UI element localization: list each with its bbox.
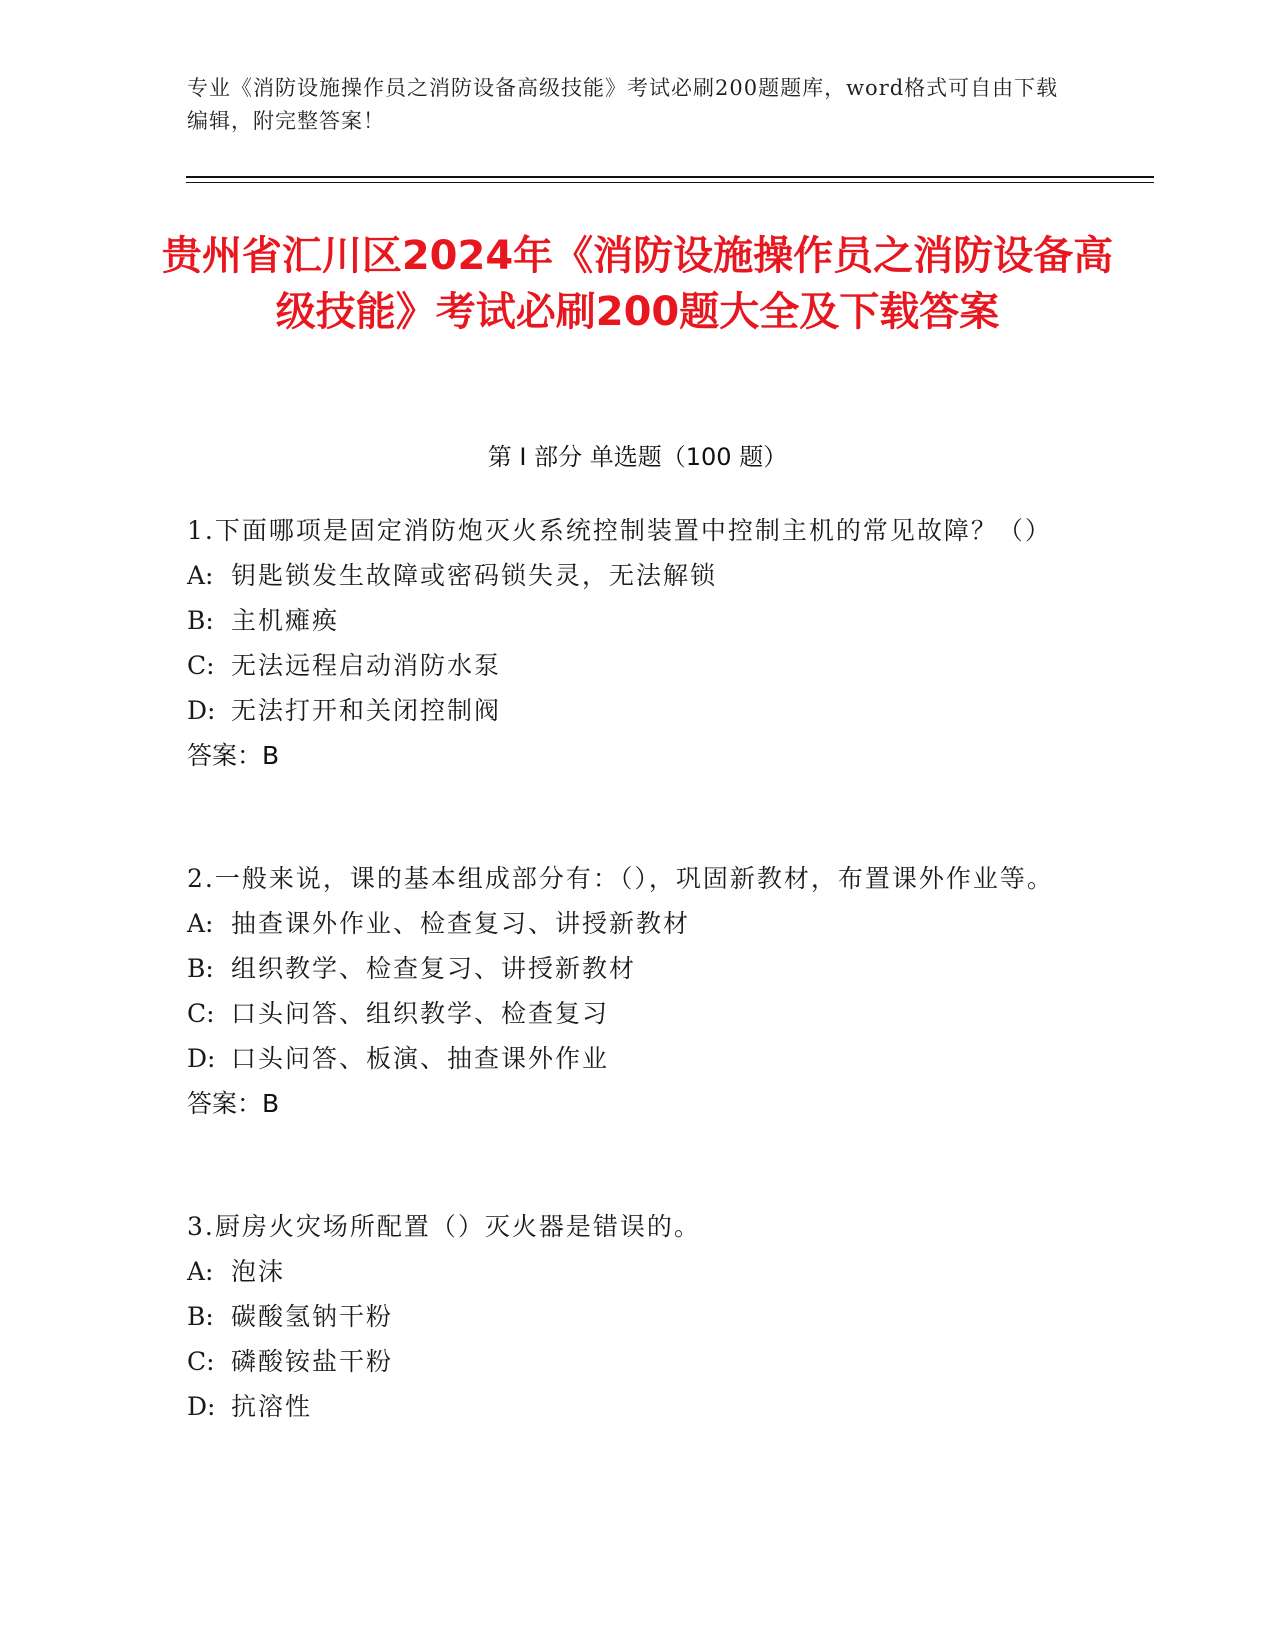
- answer: 答案：B: [187, 1089, 280, 1118]
- question-1: [187, 508, 1067, 778]
- option-key: C:: [187, 999, 215, 1028]
- option-c: [187, 643, 1067, 688]
- option-a: [187, 1249, 1067, 1294]
- option-a: [187, 901, 1067, 946]
- option-b: [187, 946, 1067, 991]
- option-b: [187, 1294, 1067, 1339]
- option-d: [187, 688, 1067, 733]
- option-a: [187, 553, 1067, 598]
- question-stem: 3.厨房火灾场所配置（）灭火器是错误的。: [187, 1212, 701, 1241]
- question-2: [187, 856, 1067, 1126]
- option-text: 无法打开和关闭控制阀: [231, 696, 502, 725]
- option-text: 磷酸铵盐干粉: [231, 1347, 394, 1376]
- option-b: [187, 598, 1067, 643]
- header-divider-thick: [186, 176, 1154, 178]
- option-text: 口头问答、组织教学、检查复习: [231, 999, 610, 1028]
- option-text: 口头问答、板演、抽查课外作业: [231, 1044, 610, 1073]
- answer: 答案：B: [187, 741, 280, 770]
- option-key: D:: [187, 1044, 216, 1073]
- section-heading: 第 I 部分 单选题（100 题）: [487, 443, 788, 471]
- option-text: 碳酸氢钠干粉: [231, 1302, 394, 1331]
- question-stem: 2.一般来说，课的基本组成部分有：（），巩固新教材，布置课外作业等。: [187, 864, 1054, 893]
- question-3: [187, 1204, 1067, 1429]
- option-key: B:: [187, 1302, 214, 1331]
- option-text: 组织教学、检查复习、讲授新教材: [231, 954, 637, 983]
- header-divider-thin: [186, 182, 1154, 183]
- option-text: 泡沫: [231, 1257, 286, 1286]
- question-stem: 1.下面哪项是固定消防炮灭火系统控制装置中控制主机的常见故障？（）: [187, 516, 1052, 545]
- option-text: 抽查课外作业、检查复习、讲授新教材: [231, 909, 691, 938]
- option-key: D:: [187, 696, 216, 725]
- option-key: D:: [187, 1392, 216, 1421]
- header-note: 专业《消防设施操作员之消防设备高级技能》考试必刷200题题库，word格式可自由下载编辑，附完整答案！: [187, 76, 1059, 133]
- option-d: [187, 1036, 1067, 1081]
- option-key: A:: [187, 1257, 214, 1286]
- option-key: C:: [187, 651, 215, 680]
- option-d: [187, 1384, 1067, 1429]
- option-key: A:: [187, 909, 214, 938]
- option-text: 无法远程启动消防水泵: [231, 651, 502, 680]
- option-text: 钥匙锁发生故障或密码锁失灵，无法解锁: [231, 561, 718, 590]
- option-c: [187, 991, 1067, 1036]
- option-key: B:: [187, 606, 214, 635]
- document-title: 贵州省汇川区2024年《消防设施操作员之消防设备高级技能》考试必刷200题大全及下载答案: [161, 233, 1114, 335]
- option-c: [187, 1339, 1067, 1384]
- option-key: C:: [187, 1347, 215, 1376]
- option-text: 抗溶性: [231, 1392, 313, 1421]
- option-key: A:: [187, 561, 214, 590]
- option-key: B:: [187, 954, 214, 983]
- option-text: 主机瘫痪: [231, 606, 340, 635]
